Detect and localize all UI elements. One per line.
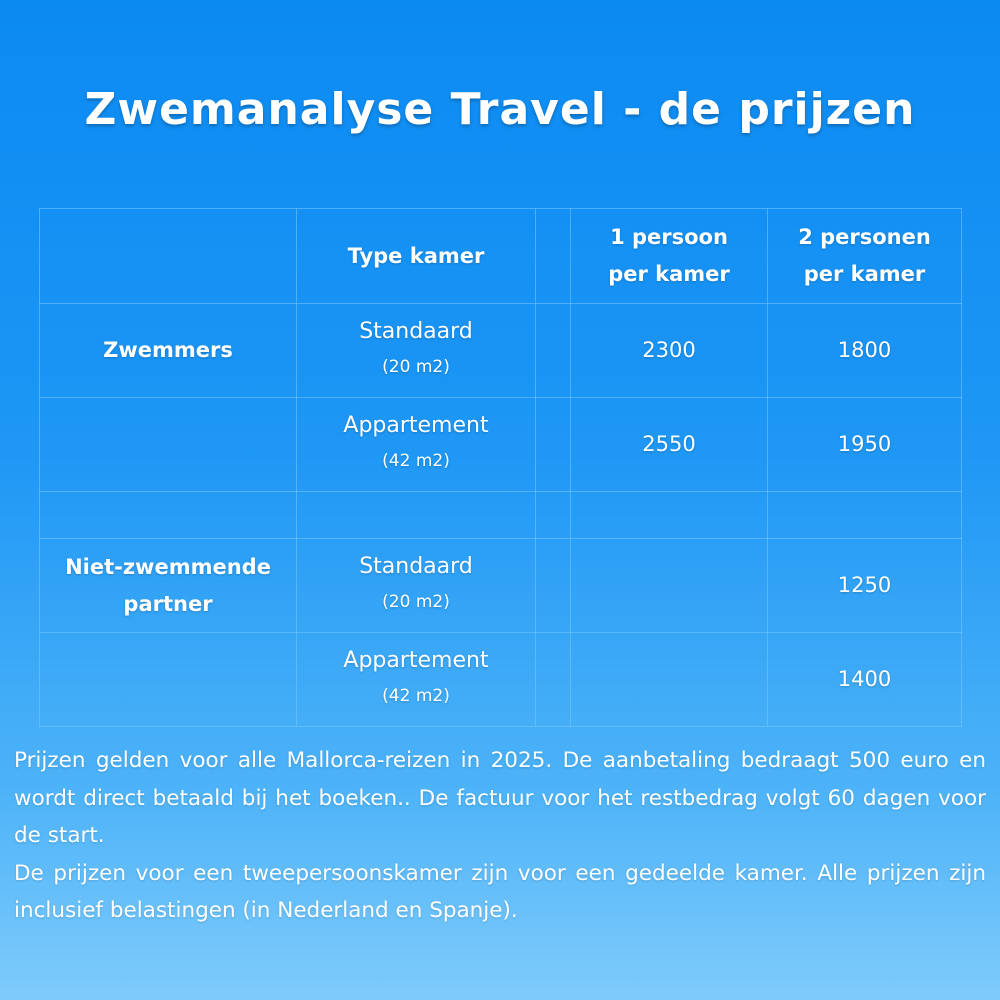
- category-zwemmers: Zwemmers: [40, 304, 297, 398]
- category-empty-cell: [40, 633, 297, 727]
- category-empty-cell: [40, 398, 297, 492]
- room-name: Appartement: [343, 413, 489, 439]
- category-partner: [40, 539, 297, 633]
- table-separator-row: [40, 492, 962, 539]
- room-type-cell: [297, 539, 536, 633]
- price-two-persons: 1400: [768, 633, 962, 727]
- spacer-cell: [536, 633, 571, 727]
- room-type-cell: [297, 633, 536, 727]
- header-spacer-cell: [536, 209, 571, 304]
- table-header-row: [40, 209, 962, 304]
- header-two-persons-line1: 2 personen: [798, 225, 931, 250]
- room-name: Standaard: [359, 319, 473, 345]
- table-row: [40, 304, 962, 398]
- room-name: Appartement: [343, 648, 489, 674]
- empty-cell: [768, 492, 962, 539]
- header-empty-cell: [40, 209, 297, 304]
- category-partner-line1: Niet-zwemmende: [65, 554, 271, 579]
- spacer-cell: [536, 304, 571, 398]
- price-one-person: 2300: [571, 304, 768, 398]
- spacer-cell: [536, 539, 571, 633]
- category-partner-line2: partner: [123, 591, 213, 616]
- spacer-cell: [536, 398, 571, 492]
- room-name: Standaard: [359, 554, 473, 580]
- price-one-person: [571, 633, 768, 727]
- table-row: [40, 633, 962, 727]
- empty-cell: [40, 492, 297, 539]
- room-type-cell: [297, 398, 536, 492]
- header-one-person: [571, 209, 768, 304]
- room-size: (20 m2): [382, 592, 450, 613]
- price-two-persons: 1950: [768, 398, 962, 492]
- room-size: (42 m2): [382, 451, 450, 472]
- price-table: [39, 208, 962, 727]
- page-title: Zwemanalyse Travel - de prijzen: [84, 84, 916, 135]
- room-size: (20 m2): [382, 357, 450, 378]
- room-type-cell: [297, 304, 536, 398]
- price-one-person: 2550: [571, 398, 768, 492]
- price-two-persons: 1800: [768, 304, 962, 398]
- price-one-person: [571, 539, 768, 633]
- empty-cell: [571, 492, 768, 539]
- notes-paragraph-1: Prijzen gelden voor alle Mallorca-reizen in 2025. De aanbetaling bedraagt 500 euro en wordt direct betaald bij het boeken.. De factuur voor het restbedrag volgt 60 dagen voor de start.: [14, 748, 986, 848]
- price-two-persons: 1250: [768, 539, 962, 633]
- notes-paragraph-2: De prijzen voor een tweepersoonskamer zijn voor een gedeelde kamer. Alle prijzen zijn inclusief belastingen (in Nederland en Spanje).: [14, 860, 986, 923]
- header-one-person-line2: per kamer: [608, 262, 730, 286]
- empty-cell: [297, 492, 536, 539]
- table-row: [40, 398, 962, 492]
- header-two-persons: [768, 209, 962, 304]
- header-one-person-line1: 1 persoon: [610, 225, 728, 250]
- empty-cell: [536, 492, 571, 539]
- room-size: (42 m2): [382, 686, 450, 707]
- header-type-kamer: Type kamer: [297, 209, 536, 304]
- header-two-persons-line2: per kamer: [803, 262, 926, 286]
- price-notes: [14, 742, 986, 930]
- table-row: [40, 539, 962, 633]
